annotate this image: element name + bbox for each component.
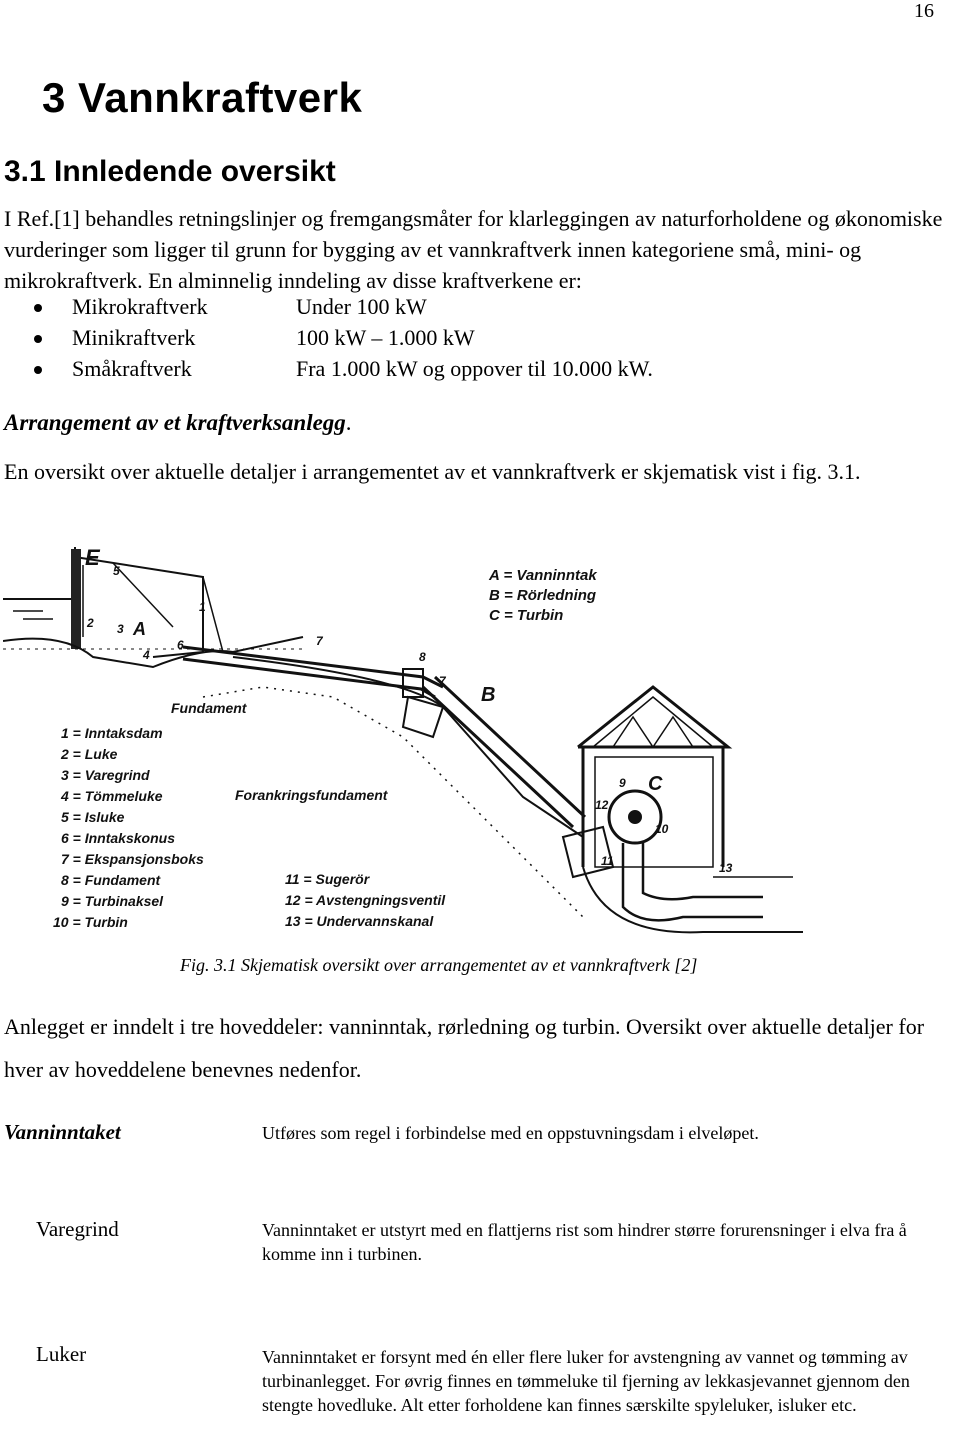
legend-part-item: 1 = Inntaksdam: [61, 725, 163, 741]
num-label: 13: [719, 861, 733, 875]
num-label: 10: [655, 822, 669, 836]
category-range: Fra 1.000 kW og oppover til 10.000 kW.: [296, 356, 653, 381]
num-label: 4: [143, 648, 150, 662]
legend-part-item: 7 = Ekspansjonsboks: [61, 851, 204, 867]
item-description: Utføres som regel i forbindelse med en oppstuvningsdam i elveløpet.: [262, 1123, 759, 1143]
legend-part-item: 12 = Avstengningsventil: [285, 892, 446, 908]
penstock-descending: [423, 677, 585, 827]
bullet-icon: [34, 335, 42, 343]
category-range: Under 100 kW: [296, 294, 427, 319]
section-title: 3.1 Innledende oversikt: [4, 155, 336, 188]
num-label: 7: [439, 674, 446, 688]
legend-part-item: 2 = Luke: [61, 746, 118, 762]
gate-post: [71, 549, 81, 649]
num-label: 7: [316, 634, 323, 648]
num-label: 3: [117, 622, 124, 636]
legend-main-item: A = Vanninntak: [489, 567, 597, 584]
num-label: 12: [595, 798, 609, 812]
category-item: [34, 353, 653, 384]
legend-part-item: 6 = Inntakskonus: [61, 830, 175, 846]
letter-a-label: A: [133, 619, 146, 639]
arrangement-heading: [4, 410, 352, 436]
slope-ground: [233, 657, 583, 837]
num-label: 11: [601, 854, 614, 868]
num-label: 5: [113, 564, 120, 578]
item-term-vanninntaket: Vanninntaket: [4, 1120, 121, 1144]
turbine-shaft: [629, 811, 641, 823]
legend-part-item: 4 = Tömmeluke: [61, 788, 163, 804]
category-name: Småkraftverk: [72, 356, 192, 381]
page-number: 16: [914, 0, 934, 22]
chapter-title: 3 Vannkraftverk: [42, 74, 363, 121]
arrangement-heading-period: .: [345, 410, 352, 435]
item-description: Vanninntaket er forsynt med én eller flere luker for avstengning av vannet og tømming av turbinanlegget. For øvrig finnes en tømmeluke til fjerning av lekkasjevannet gjennom den stengte hovedluke. Alt etter forholdene kan finnes særskilte spyleluker, isluker etc.: [262, 1347, 910, 1415]
bullet-icon: [34, 304, 42, 312]
legend-part-item: 10 = Turbin: [53, 914, 128, 930]
num-label: 8: [419, 650, 426, 664]
figure-caption: Fig. 3.1 Skjematisk oversikt over arrangementet av et vannkraftverk [2]: [180, 955, 698, 975]
num-label: 2: [87, 616, 94, 630]
num-label: 1: [199, 600, 206, 614]
bullet-icon: [34, 366, 42, 374]
item-description: Vanninntaket er utstyrt med en flattjerns rist som hindrer større forurensninger i elva fra å komme inn i turbinen.: [262, 1220, 907, 1264]
fundament-label: Fundament: [171, 700, 247, 716]
arrangement-text: En oversikt over aktuelle detaljer i arrangementet av et vannkraftverk er skjematisk vist i fig. 3.1.: [4, 459, 861, 484]
anchor-foundation: [563, 827, 613, 877]
letter-c-label: C: [648, 773, 663, 795]
letter-b-label: B: [481, 684, 496, 706]
category-range: 100 kW – 1.000 kW: [296, 325, 475, 350]
legend-part-item: 9 = Turbinaksel: [61, 893, 164, 909]
item-term-varegrind: Varegrind: [36, 1217, 119, 1241]
category-item: [34, 291, 653, 322]
num-label: 6: [177, 638, 184, 652]
item-term-luker: Luker: [36, 1342, 87, 1366]
hydropower-diagram: [3, 537, 803, 945]
category-name: Minikraftverk: [72, 325, 196, 350]
category-list: [34, 291, 653, 384]
legend-main-item: B = Rörledning: [489, 587, 597, 604]
legend-part-item: 5 = Isluke: [61, 809, 125, 825]
gate-marker-label: E: [85, 545, 100, 570]
legend-part-item: 8 = Fundament: [61, 872, 161, 888]
num-label: 9: [619, 776, 626, 790]
category-item: [34, 322, 653, 353]
ground-profile: [3, 637, 303, 667]
anchor-foundation-label: Forankringsfundament: [235, 787, 388, 803]
legend-part-item: 11 = Sugerör: [285, 871, 370, 887]
legend-part-item: 13 = Undervannskanal: [285, 913, 434, 929]
category-name: Mikrokraftverk: [72, 294, 208, 319]
draft-tube: [623, 843, 763, 920]
arrangement-heading-text: Arrangement av et kraftverksanlegg: [4, 410, 346, 435]
intro-paragraph: I Ref.[1] behandles retningslinjer og fremgangsmåter for klarleggingen av naturforholdene og økonomiske vurderinger som ligger til grunn for bygging av et vannkraftverk innen kategoriene små, mini- og mikrokraftverk. En alminnelig inndeling av disse kraftverkene er:: [4, 206, 943, 293]
legend-main-item: C = Turbin: [489, 607, 564, 624]
overview-paragraph: Anlegget er inndelt i tre hoveddeler: vanninntak, rørledning og turbin. Oversikt over aktuelle detaljer for hver av hoveddelene benevnes nedenfor.: [4, 1014, 925, 1082]
legend-part-item: 3 = Varegrind: [61, 767, 150, 783]
